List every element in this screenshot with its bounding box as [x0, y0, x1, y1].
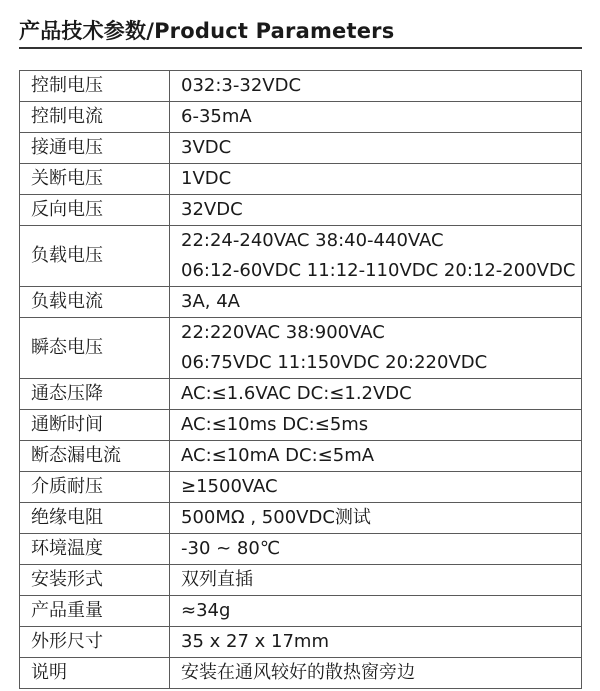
parameter-row [20, 503, 582, 534]
parameter-row [20, 318, 582, 379]
parameter-value: 032:3-32VDC [181, 75, 302, 96]
parameter-value-cell [170, 226, 582, 287]
parameter-value-cell [170, 596, 582, 627]
parameter-label: 绝缘电阻 [20, 503, 170, 534]
parameter-value: 35 x 27 x 17mm [181, 631, 329, 652]
parameter-value-cell [170, 287, 582, 318]
parameter-row [20, 379, 582, 410]
parameter-label: 瞬态电压 [20, 318, 170, 379]
parameter-value: 3A, 4A [181, 291, 240, 312]
parameter-label: 通态压降 [20, 379, 170, 410]
parameter-value-cell [170, 410, 582, 441]
parameter-value-cell [170, 658, 582, 689]
parameter-row [20, 410, 582, 441]
parameter-value: 6-35mA [181, 106, 252, 127]
parameter-row [20, 133, 582, 164]
parameters-table-body [20, 71, 582, 689]
parameter-label: 说明 [20, 658, 170, 689]
parameter-row [20, 596, 582, 627]
title-underline [19, 47, 582, 49]
parameter-label: 产品重量 [20, 596, 170, 627]
parameter-value: 3VDC [181, 137, 232, 158]
parameter-value: AC:≤10mA DC:≤5mA [181, 445, 375, 466]
parameter-label: 介质耐压 [20, 472, 170, 503]
parameter-label: 负载电流 [20, 287, 170, 318]
parameter-value: 06:75VDC 11:150VDC 20:220VDC [181, 352, 488, 373]
page-title: 产品技术参数/Product Parameters [19, 19, 395, 43]
parameter-value-cell [170, 472, 582, 503]
parameter-value-cell [170, 71, 582, 102]
parameter-row [20, 658, 582, 689]
parameter-value-cell [170, 164, 582, 195]
parameter-row [20, 627, 582, 658]
parameter-value: 06:12-60VDC 11:12-110VDC 20:12-200VDC [181, 260, 576, 281]
parameter-label: 安装形式 [20, 565, 170, 596]
parameter-label: 控制电压 [20, 71, 170, 102]
parameter-label: 外形尺寸 [20, 627, 170, 658]
parameter-value-cell [170, 102, 582, 133]
parameter-value: 安装在通风较好的散热窗旁边 [181, 662, 415, 683]
parameter-row [20, 472, 582, 503]
parameter-value: AC:≤1.6VAC DC:≤1.2VDC [181, 383, 412, 404]
parameter-row [20, 226, 582, 287]
parameter-value: 1VDC [181, 168, 232, 189]
parameter-label: 环境温度 [20, 534, 170, 565]
parameter-row [20, 565, 582, 596]
parameter-value: 32VDC [181, 199, 243, 220]
parameter-label: 负载电压 [20, 226, 170, 287]
parameter-label: 断态漏电流 [20, 441, 170, 472]
parameter-value: -30 ~ 80℃ [181, 538, 281, 559]
parameter-value-cell [170, 195, 582, 226]
parameter-label: 控制电流 [20, 102, 170, 133]
parameter-value-cell [170, 627, 582, 658]
parameter-value-cell [170, 503, 582, 534]
parameter-value: ≥1500VAC [181, 476, 278, 497]
parameter-value-cell [170, 133, 582, 164]
parameter-value: AC:≤10ms DC:≤5ms [181, 414, 369, 435]
parameter-label: 通断时间 [20, 410, 170, 441]
parameter-row [20, 287, 582, 318]
parameter-row [20, 195, 582, 226]
parameter-value: 500MΩ , 500VDC测试 [181, 507, 371, 528]
parameter-label: 接通电压 [20, 133, 170, 164]
parameter-value-cell [170, 534, 582, 565]
parameter-value: 22:24-240VAC 38:40-440VAC [181, 230, 444, 251]
parameter-row [20, 164, 582, 195]
parameter-value-cell [170, 379, 582, 410]
parameters-table [19, 70, 582, 689]
parameter-row [20, 441, 582, 472]
parameter-value: ≈34g [181, 600, 231, 621]
parameter-value: 双列直插 [181, 569, 253, 590]
parameter-row [20, 102, 582, 133]
parameter-row [20, 534, 582, 565]
parameter-row [20, 71, 582, 102]
parameter-label: 反向电压 [20, 195, 170, 226]
parameter-value: 22:220VAC 38:900VAC [181, 322, 385, 343]
parameter-label: 关断电压 [20, 164, 170, 195]
parameter-value-cell [170, 441, 582, 472]
parameter-value-cell [170, 565, 582, 596]
parameter-value-cell [170, 318, 582, 379]
